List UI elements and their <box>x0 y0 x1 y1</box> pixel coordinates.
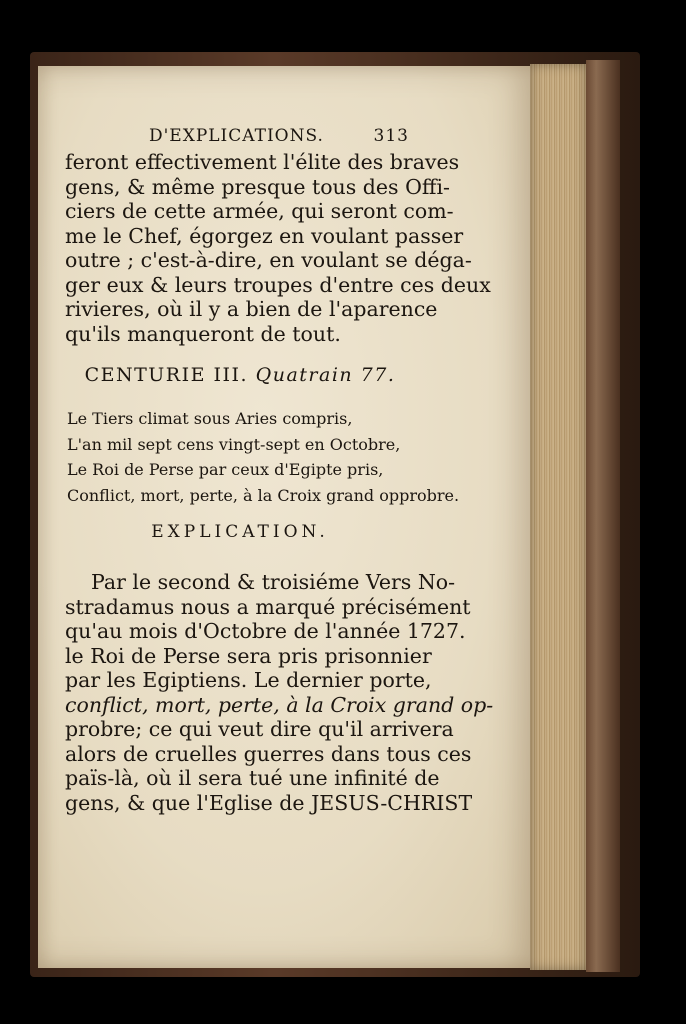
text-line: qu'au mois d'Octobre de l'année 1727. <box>65 619 466 643</box>
text-line: alors de cruelles guerres dans tous ces <box>65 741 472 766</box>
text-line: païs-là, où il sera tué une infinité de <box>65 766 440 790</box>
text-line: le Roi de Perse sera pris prisonnier <box>65 643 432 668</box>
text-line: rivieres, où il y a bien de l'aparence <box>65 297 438 321</box>
text-line: Par le second & troisiéme Vers No- <box>91 570 456 594</box>
quatrain-label: Quatrain 77. <box>255 364 396 386</box>
page-edges <box>530 64 586 970</box>
running-title: D'EXPLICATIONS. <box>149 126 324 146</box>
verse-line: Le Tiers climat sous Aries compris, <box>67 409 353 428</box>
text-line: ger eux & leurs troupes d'entre ces deux <box>65 272 491 297</box>
text-line: ciers de cette armée, qui seront com- <box>65 199 454 223</box>
text-line: feront effectivement l'élite des braves <box>65 150 460 174</box>
text-line: stradamus nous a marqué précisément <box>65 594 471 619</box>
text-line: outre ; c'est-à-dire, en voulant se déga- <box>65 248 472 272</box>
explication-paragraph <box>65 570 494 815</box>
verse-line: L'an mil sept cens vingt-sept en Octobre, <box>67 434 401 454</box>
text-line: me le Chef, égorgez en voulant passer <box>65 223 464 248</box>
text-line: par les Egiptiens. Le dernier porte, <box>65 668 432 692</box>
verse-line: Conflict, mort, perte, à la Croix grand opprobre. <box>67 485 460 505</box>
text-line: gens, & que l'Eglise de JESUS-CHRIST <box>65 790 473 815</box>
text-line: conflict, mort, perte, à la Croix grand op- <box>65 692 494 717</box>
paragraph-continuation <box>65 150 491 346</box>
page-number: 313 <box>373 126 409 146</box>
book-spine-edge <box>586 60 620 972</box>
running-header <box>65 126 415 152</box>
quatrain-heading <box>65 364 415 386</box>
text-line: gens, & même presque tous des Offi- <box>65 174 450 199</box>
text-line: probre; ce qui veut dire qu'il arrivera <box>65 717 454 741</box>
centurie-label: CENTURIE III. <box>84 364 249 386</box>
verse-line: Le Roi de Perse par ceux d'Egipte pris, <box>67 460 384 479</box>
explication-heading: EXPLICATION. <box>151 522 329 542</box>
text-line: qu'ils manqueront de tout. <box>65 321 341 346</box>
quatrain-verses <box>67 406 460 508</box>
